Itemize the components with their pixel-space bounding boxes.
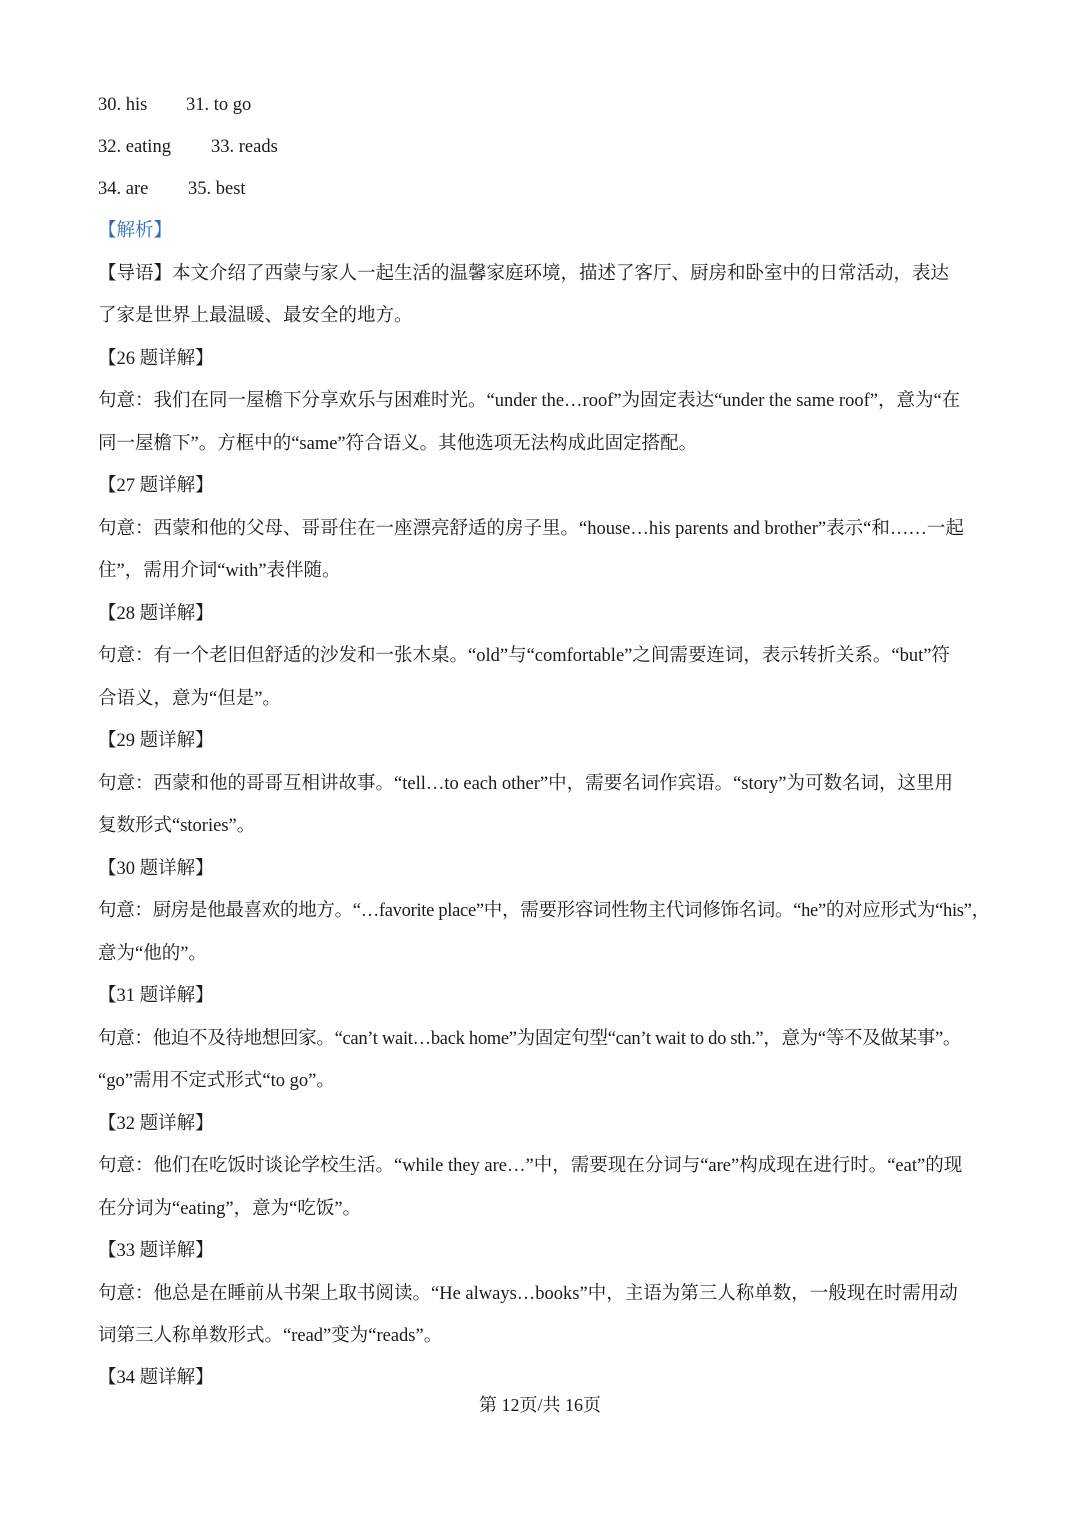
detail-26-line-2: 同一屋檐下”。方框中的“same”符合语义。其他选项无法构成此固定搭配。 [98, 434, 698, 454]
answer-34: 34. are [98, 179, 149, 199]
detail-30-heading: 【30 题详解】 [98, 859, 214, 879]
detail-31-line-1: 句意：他迫不及待地想回家。“can’t wait…back home”为固定句型“can’t wait to do sth.”，意为“等不及做某事”。 [98, 1029, 962, 1049]
detail-30-line-2: 意为“他的”。 [98, 944, 207, 964]
answer-row-3 [98, 176, 246, 202]
page-number: 第 12页/共 16页 [478, 1395, 601, 1415]
detail-28-line-2: 合语义，意为“但是”。 [98, 689, 281, 709]
answer-row-2 [98, 134, 278, 160]
answer-33: 33. reads [211, 137, 278, 157]
detail-28-line-1: 句意：有一个老旧但舒适的沙发和一张木桌。“old”与“comfortable”之间需要连词，表示转折关系。“but”符 [98, 646, 950, 666]
detail-27-heading: 【27 题详解】 [98, 476, 214, 496]
answer-32: 32. eating [98, 137, 171, 157]
detail-30-line-1: 句意：厨房是他最喜欢的地方。“…favorite place”中，需要形容词性物主代词修饰名词。“he”的对应形式为“his”， [98, 901, 990, 921]
intro-line-2: 了家是世界上最温暖、最安全的地方。 [98, 306, 413, 326]
intro-line-1: 【导语】本文介绍了西蒙与家人一起生活的温馨家庭环境，描述了客厅、厨房和卧室中的日常活动，表达 [98, 264, 950, 284]
detail-33-line-1: 句意：他总是在睡前从书架上取书阅读。“He always…books”中，主语为第三人称单数，一般现在时需用动 [98, 1284, 958, 1304]
detail-32-line-2: 在分词为“eating”，意为“吃饭”。 [98, 1199, 362, 1219]
detail-27-line-2: 住”，需用介词“with”表伴随。 [98, 561, 341, 581]
answer-35: 35. best [188, 179, 246, 199]
detail-33-line-2: 词第三人称单数形式。“read”变为“reads”。 [98, 1326, 443, 1346]
detail-28-heading: 【28 题详解】 [98, 604, 214, 624]
detail-32-line-1: 句意：他们在吃饭时谈论学校生活。“while they are…”中，需要现在分词与“are”构成现在进行时。“eat”的现 [98, 1156, 963, 1176]
detail-29-line-2: 复数形式“stories”。 [98, 816, 256, 836]
answer-row-1 [98, 92, 251, 118]
detail-26-heading: 【26 题详解】 [98, 349, 214, 369]
detail-32-heading: 【32 题详解】 [98, 1114, 214, 1134]
detail-26-line-1: 句意：我们在同一屋檐下分享欢乐与困难时光。“under the…roof”为固定表达“under the same roof”，意为“在 [98, 391, 961, 411]
detail-27-line-1: 句意：西蒙和他的父母、哥哥住在一座漂亮舒适的房子里。“house…his parents and brother”表示“和……一起 [98, 519, 964, 539]
answer-31: 31. to go [186, 95, 252, 115]
detail-29-heading: 【29 题详解】 [98, 731, 214, 751]
answer-30: 30. his [98, 95, 148, 115]
analysis-heading: 【解析】 [98, 221, 173, 241]
detail-31-heading: 【31 题详解】 [98, 986, 214, 1006]
detail-33-heading: 【33 题详解】 [98, 1241, 214, 1261]
detail-31-line-2: “go”需用不定式形式“to go”。 [98, 1071, 335, 1091]
detail-29-line-1: 句意：西蒙和他的哥哥互相讲故事。“tell…to each other”中，需要名词作宾语。“story”为可数名词，这里用 [98, 774, 954, 794]
detail-34-heading: 【34 题详解】 [98, 1368, 214, 1388]
